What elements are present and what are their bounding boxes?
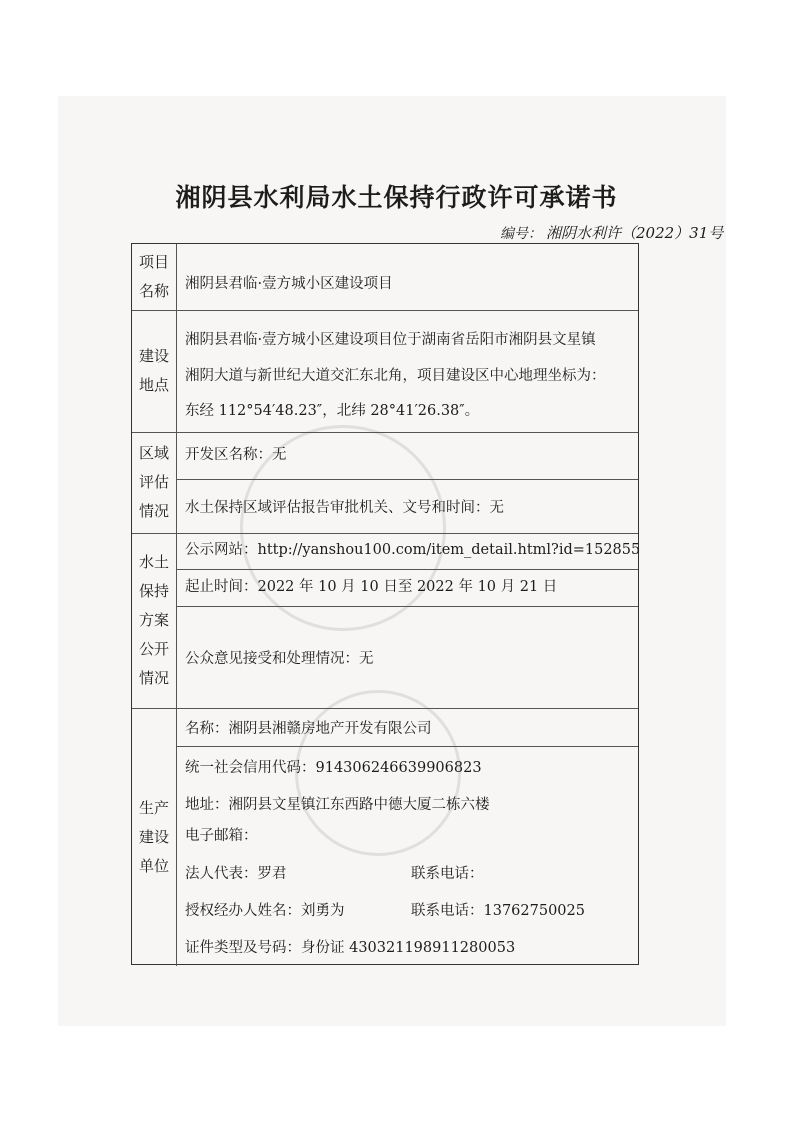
public-opinions: 公众意见接受和处理情况：无 — [185, 651, 374, 667]
label-plan-publicity: 水土 保持 方案 公开 情况 — [132, 533, 177, 708]
legal-rep-phone: 联系电话： — [411, 866, 484, 882]
location-line: 湘阴大道与新世纪大道交汇东北角，项目建设区中心地理坐标为： — [185, 368, 606, 384]
document-number-prefix: 编号： — [500, 226, 542, 242]
label-construction-unit: 生产 建设 单位 — [132, 708, 177, 966]
label-location: 建设 地点 — [132, 310, 177, 432]
row-regional-assessment — [132, 432, 638, 534]
row-construction-unit — [132, 708, 638, 966]
location-line: 湘阴县君临·壹方城小区建设项目位于湖南省岳阳市湘阴县文星镇 — [185, 332, 596, 348]
id-document: 证件类型及号码：身份证 430321198911280053 — [185, 940, 516, 956]
legal-representative: 法人代表：罗君 — [185, 866, 287, 882]
document-number-value: 湘阴水利许（2022）31号 — [546, 224, 724, 242]
unit-name: 名称：湘阴县湘赣房地产开发有限公司 — [185, 721, 432, 737]
location-line: 东经 112°54′48.23″，北纬 28°41′26.38″。 — [185, 403, 480, 419]
assessment-report-info: 水土保持区域评估报告审批机关、文号和时间：无 — [185, 500, 504, 516]
document-title: 湘阴县水利局水土保持行政许可承诺书 — [175, 183, 618, 212]
unit-credit-code: 统一社会信用代码：914306246639906823 — [185, 760, 482, 776]
agent-phone: 联系电话：13762750025 — [411, 903, 585, 919]
row-location — [132, 310, 638, 433]
row-plan-publicity — [132, 533, 641, 709]
unit-address: 地址：湘阴县文星镇江东西路中德大厦二栋六楼 — [185, 797, 490, 813]
row-project-name — [132, 244, 638, 311]
commitment-form-table — [131, 243, 639, 965]
document-number — [500, 222, 723, 243]
publicity-website: 公示网站：http://yanshou100.com/item_detail.html?id=152855 — [185, 542, 641, 558]
label-project-name: 项目 名称 — [132, 244, 177, 310]
unit-email: 电子邮箱： — [185, 828, 258, 844]
authorized-agent: 授权经办人姓名：刘勇为 — [185, 903, 345, 919]
label-regional-assessment: 区域 评估 情况 — [132, 432, 177, 533]
project-name-value: 湘阴县君临·壹方城小区建设项目 — [185, 276, 393, 292]
zone-name: 开发区名称：无 — [185, 447, 287, 463]
publicity-period: 起止时间：2022 年 10 月 10 日至 2022 年 10 月 21 日 — [185, 579, 558, 595]
